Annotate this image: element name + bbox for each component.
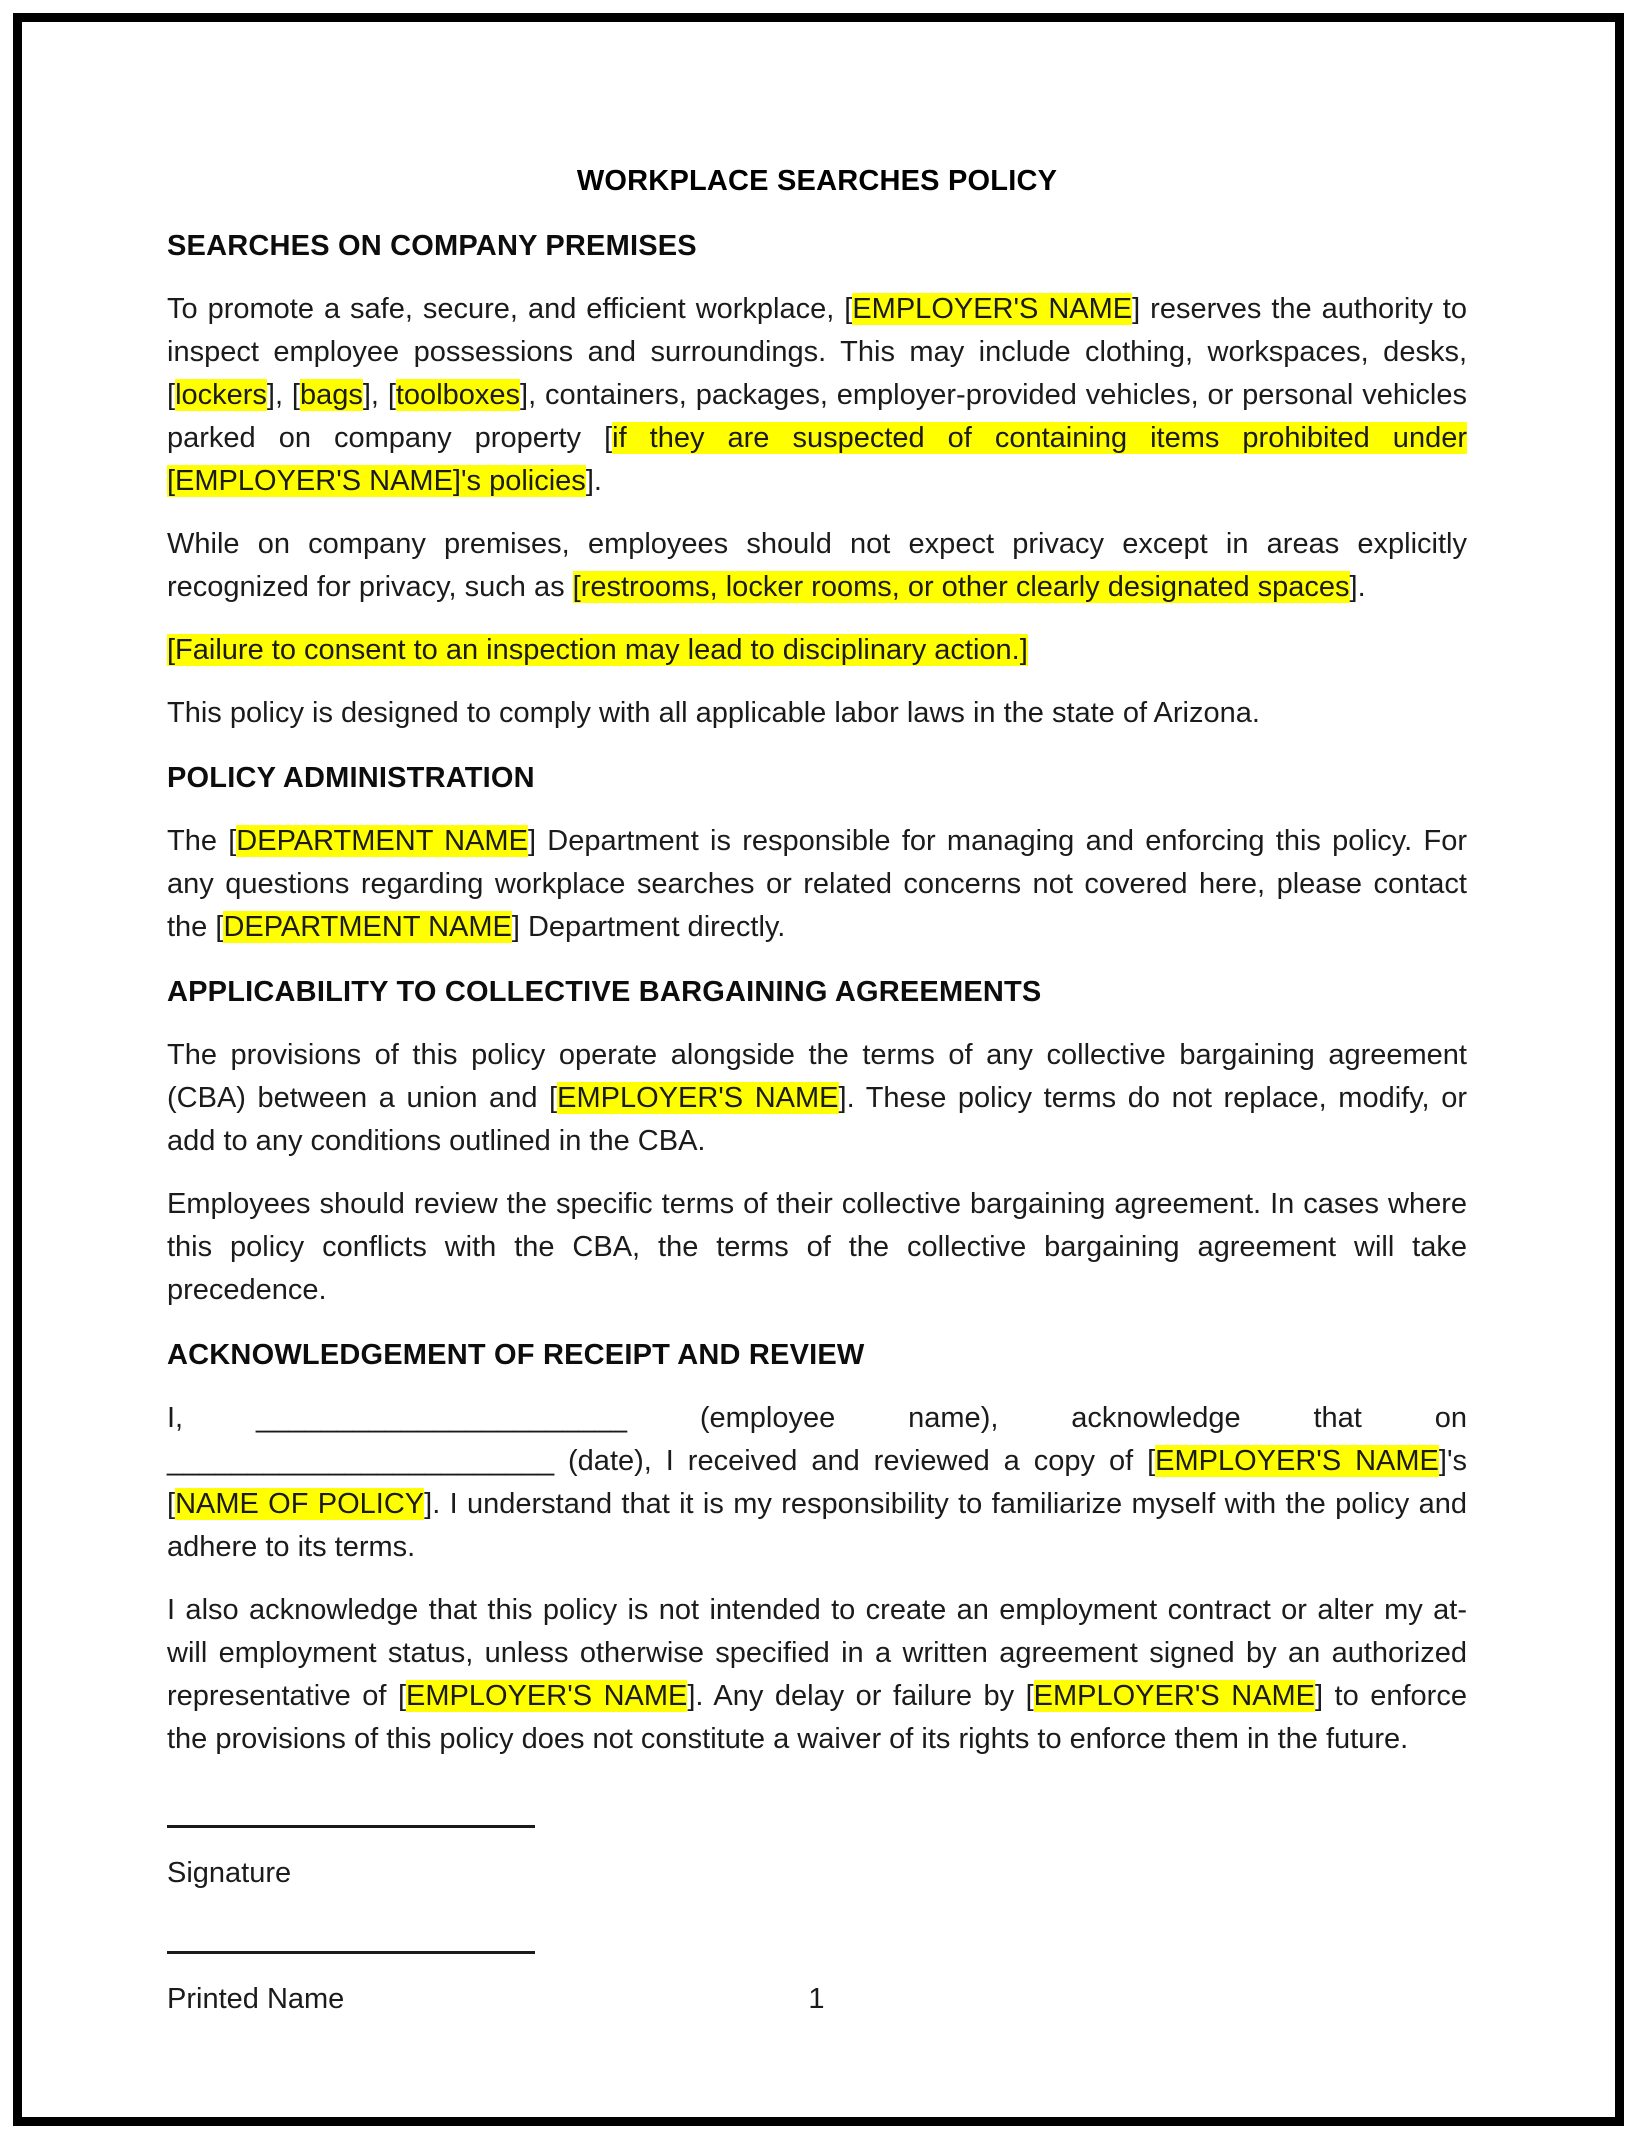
body-text: ] Department is responsible for managing and enforcing this policy. For any questions regarding workplace searches or related concerns not covered here, please contact the [ xyxy=(167,825,1467,943)
printed-name-label: Printed Name xyxy=(167,1983,345,2015)
paragraph xyxy=(167,1397,1467,1569)
paragraph xyxy=(167,1183,1467,1312)
body-text: ]'s [ xyxy=(167,1445,1467,1520)
body-text: ]. I understand that it is my responsibility to familiarize myself with the policy and adhere to its terms. xyxy=(167,1488,1467,1563)
paragraph xyxy=(167,820,1467,949)
section-heading: SEARCHES ON COMPANY PREMISES xyxy=(167,230,697,262)
placeholder-highlight: if they are suspected of containing items prohibited under [EMPLOYER'S NAME]'s policies xyxy=(167,422,1467,497)
placeholder-highlight: EMPLOYER'S NAME xyxy=(852,293,1133,325)
paragraph xyxy=(167,288,1467,503)
placeholder-highlight: DEPARTMENT NAME xyxy=(223,911,512,943)
placeholder-highlight: EMPLOYER'S NAME xyxy=(1155,1445,1439,1477)
paragraph xyxy=(167,692,1467,735)
placeholder-highlight: NAME OF POLICY xyxy=(175,1488,425,1520)
body-text: ]. xyxy=(585,465,602,497)
placeholder-highlight: EMPLOYER'S NAME xyxy=(406,1680,688,1712)
body-text: ] to enforce the provisions of this policy does not constitute a waiver of its rights to enforce them in the future. xyxy=(167,1680,1467,1755)
paragraph xyxy=(167,1589,1467,1761)
signature-line xyxy=(167,1825,535,1828)
body-text: ], containers, packages, employer-provided vehicles, or personal vehicles parked on company property [ xyxy=(167,379,1467,454)
placeholder-highlight: EMPLOYER'S NAME xyxy=(1033,1680,1315,1712)
body-text: The [ xyxy=(167,825,237,857)
body-text: Employees should review the specific terms of their collective bargaining agreement. In cases where this policy conflicts with the CBA, the terms of the collective bargaining agreement will take precedence. xyxy=(167,1188,1467,1306)
document-title: WORKPLACE SEARCHES POLICY xyxy=(576,165,1058,197)
body-text: ]. Any delay or failure by [ xyxy=(687,1680,1034,1712)
document-body xyxy=(167,160,1467,2021)
paragraph xyxy=(167,629,1467,672)
signature-label: Signature xyxy=(167,1857,292,1889)
body-text: While on company premises, employees should not expect privacy except in areas explicitly recognized for privacy, such as xyxy=(167,528,1467,603)
body-text: This policy is designed to comply with all applicable labor laws in the state of Arizona. xyxy=(167,697,1260,729)
section-heading: ACKNOWLEDGEMENT OF RECEIPT AND REVIEW xyxy=(167,1339,865,1371)
body-text: ], [ xyxy=(362,379,396,411)
placeholder-highlight: lockers xyxy=(175,379,267,411)
body-text: I, _______________________ (employee name), acknowledge that on ________________________ (date), I received and reviewed a copy of [ xyxy=(167,1402,1467,1477)
placeholder-highlight: [Failure to consent to an inspection may lead to disciplinary action.] xyxy=(167,634,1028,666)
page-number: 1 xyxy=(808,1983,825,2015)
placeholder-highlight: EMPLOYER'S NAME xyxy=(557,1082,839,1114)
section-heading: APPLICABILITY TO COLLECTIVE BARGAINING AGREEMENTS xyxy=(167,976,1042,1008)
body-text: ] Department directly. xyxy=(511,911,786,943)
placeholder-highlight: DEPARTMENT NAME xyxy=(236,825,528,857)
body-text: The provisions of this policy operate alongside the terms of any collective bargaining agreement (CBA) between a union and [ xyxy=(167,1039,1467,1114)
placeholder-highlight: [restrooms, locker rooms, or other clearly designated spaces xyxy=(572,571,1350,603)
document-blocks xyxy=(167,160,1467,1761)
printed-name-line xyxy=(167,1951,535,1954)
paragraph xyxy=(167,523,1467,609)
body-text: ] reserves the authority to inspect employee possessions and surroundings. This may include clothing, workspaces, desks, [ xyxy=(167,293,1467,411)
body-text: To promote a safe, secure, and efficient workplace, [ xyxy=(167,293,853,325)
body-text: I also acknowledge that this policy is not intended to create an employment contract or alter my at-will employment status, unless otherwise specified in a written agreement signed by an authorized representative of [ xyxy=(167,1594,1467,1712)
body-text: ]. These policy terms do not replace, modify, or add to any conditions outlined in the CBA. xyxy=(167,1082,1467,1157)
body-text: ]. xyxy=(1349,571,1366,603)
body-text: ], [ xyxy=(266,379,300,411)
paragraph xyxy=(167,1034,1467,1163)
section-heading: POLICY ADMINISTRATION xyxy=(167,762,535,794)
placeholder-highlight: bags xyxy=(299,379,363,411)
placeholder-highlight: toolboxes xyxy=(395,379,521,411)
